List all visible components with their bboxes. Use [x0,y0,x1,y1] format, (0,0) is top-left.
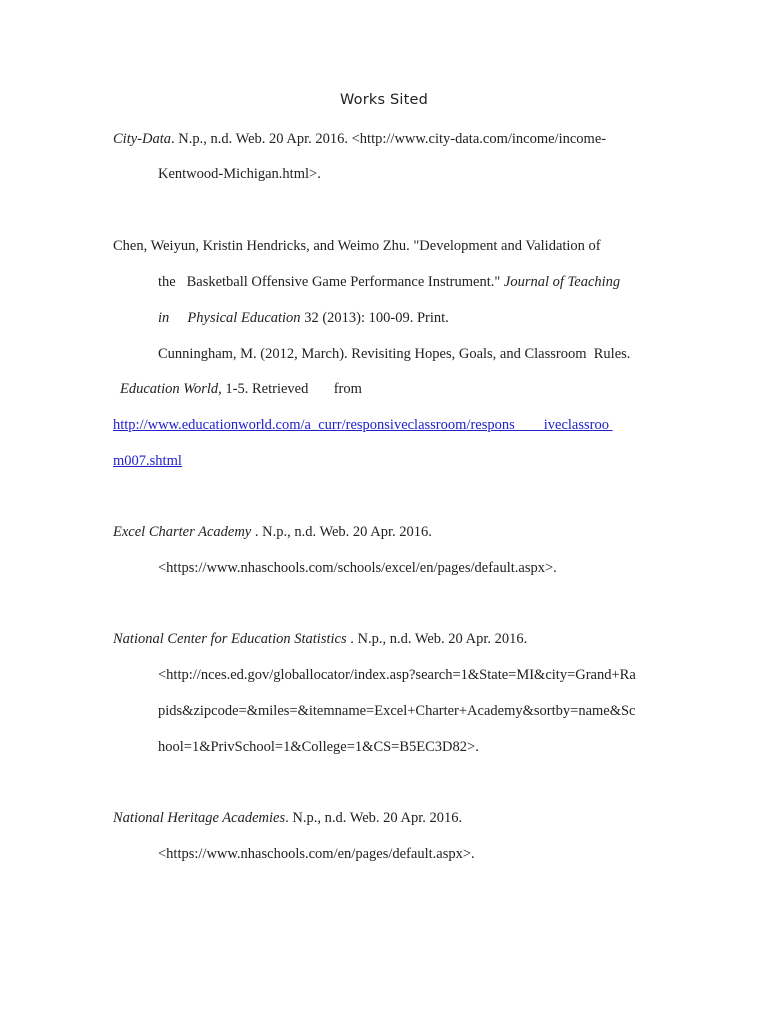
citation-chen-line-2 [158,272,620,292]
citation-source-title: National Heritage Academies [113,810,286,826]
citation-city-data-line-1 [113,129,606,149]
citation-cunningham-line-4 [113,451,182,471]
citation-chen-line-1: Chen, Weiyun, Kristin Hendricks, and Weimo Zhu. "Development and Validation of [113,238,601,254]
citation-journal-title: Journal of Teaching [503,274,621,290]
citation-cunningham-line-3 [113,415,613,435]
citation-nha-line-1 [113,808,462,828]
page-title: Works Sited [339,92,429,108]
citation-journal-title: Education World [120,381,219,397]
citation-city-data-line-2: Kentwood-Michigan.html>. [158,166,321,182]
citation-url-link[interactable]: m007.shtml [113,453,182,469]
citation-text: 32 (2013): 100-09. Print. [300,310,449,326]
citation-text: , 1-5. Retrieved from [218,381,362,397]
citation-chen-line-3 [158,308,449,328]
citation-text: the Basketball Offensive Game Performance Instrument." [158,274,504,290]
citation-cunningham-line-2 [120,379,362,399]
citation-nces-line-4: hool=1&PrivSchool=1&College=1&CS=B5EC3D82>. [158,739,479,755]
citation-journal-title: in Physical Education [158,310,301,326]
citation-url-link[interactable]: http://www.educationworld.com/a_curr/responsiveclassroom/respons iveclassroo [113,417,613,433]
citation-nces-line-1 [113,629,527,649]
citation-nces-line-3: pids&zipcode=&miles=&itemname=Excel+Charter+Academy&sortby=name&Sc [158,703,636,719]
citation-source-title: Excel Charter Academy [113,524,252,540]
citation-cunningham-line-1: Cunningham, M. (2012, March). Revisiting Hopes, Goals, and Classroom Rules. [158,346,631,362]
citation-excel-line-2: <https://www.nhaschools.com/schools/excel/en/pages/default.aspx>. [158,560,557,576]
citation-source-title: City-Data [113,131,171,147]
citation-text: . N.p., n.d. Web. 20 Apr. 2016. [346,631,528,647]
citation-text: . N.p., n.d. Web. 20 Apr. 2016. [285,810,463,826]
citation-source-title: National Center for Education Statistics [113,631,347,647]
citation-nces-line-2: <http://nces.ed.gov/globallocator/index.asp?search=1&State=MI&city=Grand+Ra [158,667,636,683]
citation-text: . N.p., n.d. Web. 20 Apr. 2016. <http://www.city-data.com/income/income- [171,131,607,147]
citation-excel-line-1 [113,522,432,542]
citation-nha-line-2: <https://www.nhaschools.com/en/pages/default.aspx>. [158,846,475,862]
citation-text: . N.p., n.d. Web. 20 Apr. 2016. [251,524,432,540]
